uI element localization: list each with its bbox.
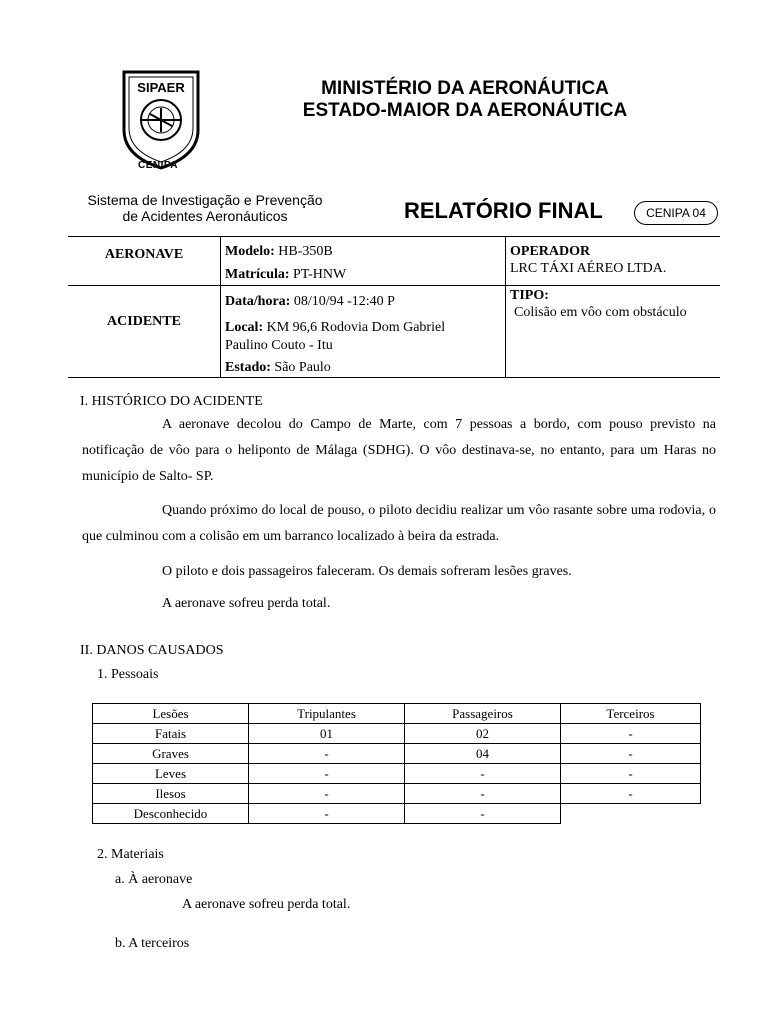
estado-value: São Paulo: [274, 360, 331, 375]
report-title: RELATÓRIO FINAL: [404, 198, 603, 223]
historico-heading: I. HISTÓRICO DO ACIDENTE: [80, 394, 263, 409]
cenipa-badge: CENIPA 04: [634, 201, 718, 225]
info-table-mid-border: [68, 285, 720, 286]
pessoais-heading: 1. Pessoais: [97, 667, 159, 682]
cell-terceiros: -: [561, 744, 701, 764]
header-terceiros: Terceiros: [561, 704, 701, 724]
cell-passageiros: 04: [405, 744, 561, 764]
datahora-label: Data/hora:: [225, 294, 291, 309]
modelo-label: Modelo:: [225, 244, 275, 259]
cell-passageiros: -: [405, 784, 561, 804]
matricula-label: Matrícula:: [225, 267, 290, 282]
row-label: Leves: [93, 764, 249, 784]
tipo-label: TIPO:: [510, 288, 549, 303]
header-lesoes: Lesões: [93, 704, 249, 724]
info-table-top-border: [68, 236, 720, 237]
materiais-heading: 2. Materiais: [97, 847, 164, 862]
cell-passageiros: -: [405, 764, 561, 784]
table-row: [93, 744, 701, 764]
local-field: [225, 319, 500, 355]
estado-field: [225, 359, 331, 377]
historico-paragraph-4: A aeronave sofreu perda total.: [162, 596, 331, 611]
logo-caption: CENIPA: [137, 160, 179, 171]
table-row: [93, 724, 701, 744]
info-table-divider-2: [505, 236, 506, 377]
row-label: Desconhecido: [93, 804, 249, 824]
cell-passageiros: -: [405, 804, 561, 824]
damage-table-header-row: [93, 704, 701, 724]
ministry-line-2: ESTADO-MAIOR DA AERONÁUTICA: [302, 100, 628, 121]
svg-text:SIPAER: SIPAER: [137, 80, 185, 95]
system-line-2: de Acidentes Aeronáuticos: [122, 208, 288, 224]
cell-passageiros: 02: [405, 724, 561, 744]
a-aeronave-heading: a. À aeronave: [115, 872, 193, 887]
row-label: Graves: [93, 744, 249, 764]
cell-terceiros: -: [561, 764, 701, 784]
cell-tripulantes: -: [249, 804, 405, 824]
local-label: Local:: [225, 320, 264, 335]
tipo-value: Colisão em vôo com obstáculo: [514, 305, 687, 320]
datahora-value: 08/10/94 -12:40 P: [293, 294, 395, 309]
table-row: [93, 784, 701, 804]
estado-label: Estado:: [225, 360, 271, 375]
header-passageiros: Passageiros: [405, 704, 561, 724]
local-value-line-1: KM 96,6 Rodovia Dom Gabriel: [266, 320, 446, 335]
datahora-field: [225, 293, 395, 311]
historico-paragraph-1: A aeronave decolou do Campo de Marte, com 7 pessoas a bordo, com pouso previsto na notificação de vôo para o heliponto de Málaga (SDHG). O vôo destinava-se, no entanto, para um Haras no município de Salto- SP.: [82, 417, 716, 484]
cell-tripulantes: -: [249, 784, 405, 804]
system-line-1: Sistema de Investigação e Prevenção: [87, 192, 323, 208]
modelo-value: HB-350B: [278, 244, 333, 259]
aeronave-label: AERONAVE: [104, 247, 184, 262]
acidente-label: ACIDENTE: [107, 314, 181, 329]
system-name: [70, 192, 340, 224]
historico-paragraph-3: O piloto e dois passageiros faleceram. Os demais sofreram lesões graves.: [162, 564, 572, 579]
a-aeronave-text: A aeronave sofreu perda total.: [182, 897, 351, 912]
local-value-line-2: Paulino Couto - Itu: [225, 338, 333, 353]
table-row: [93, 804, 701, 824]
cell-tripulantes: 01: [249, 724, 405, 744]
historico-paragraph-2: Quando próximo do local de pouso, o piloto decidiu realizar um vôo rasante sobre uma rodovia, o que culminou com a colisão em um barranco localizado à beira da estrada.: [82, 503, 716, 544]
info-table-divider-1: [220, 236, 221, 377]
cell-tripulantes: -: [249, 744, 405, 764]
cell-terceiros: [561, 804, 701, 824]
row-label: Fatais: [93, 724, 249, 744]
ministry-heading: [260, 78, 670, 122]
ministry-line-1: MINISTÉRIO DA AERONÁUTICA: [321, 78, 609, 99]
b-terceiros-heading: b. A terceiros: [115, 936, 190, 951]
cell-tripulantes: -: [249, 764, 405, 784]
operador-value: LRC TÁXI AÉREO LTDA.: [510, 261, 667, 276]
info-table-bottom-border: [68, 377, 720, 378]
matricula-value: PT-HNW: [293, 267, 347, 282]
danos-heading: II. DANOS CAUSADOS: [80, 643, 224, 658]
matricula-field: [225, 266, 346, 284]
damage-table: [92, 703, 701, 824]
table-row: [93, 764, 701, 784]
cell-terceiros: -: [561, 784, 701, 804]
operador-label: OPERADOR: [510, 244, 591, 259]
modelo-field: [225, 243, 333, 261]
header-tripulantes: Tripulantes: [249, 704, 405, 724]
cell-terceiros: -: [561, 724, 701, 744]
row-label: Ilesos: [93, 784, 249, 804]
